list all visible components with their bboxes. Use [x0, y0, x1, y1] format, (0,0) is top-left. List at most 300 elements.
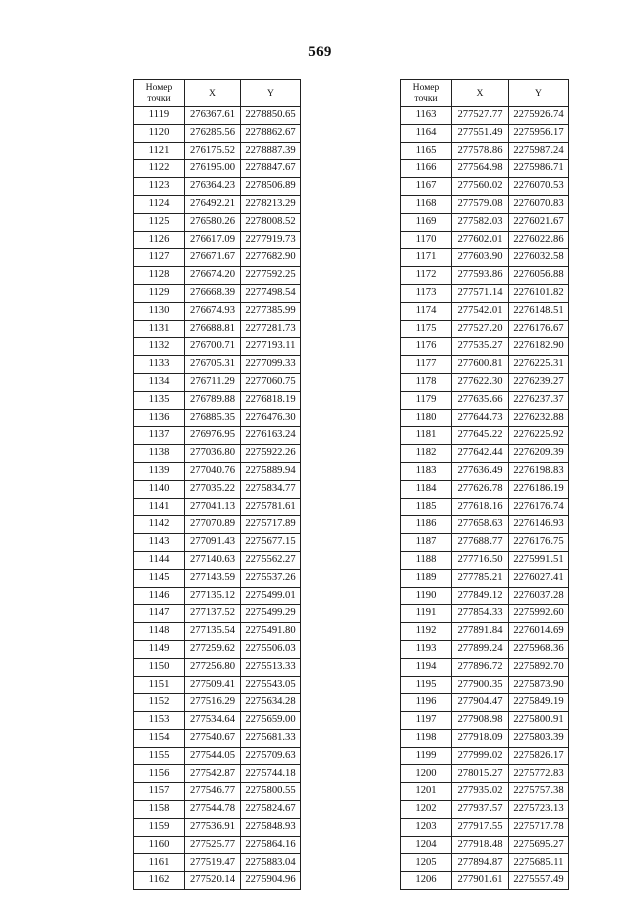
table-row — [401, 178, 569, 196]
table-row — [401, 302, 569, 320]
cell-x: 276688.81 — [185, 320, 241, 338]
cell-y: 2278887.39 — [241, 142, 301, 160]
cell-y: 2278847.67 — [241, 160, 301, 178]
table-row — [401, 747, 569, 765]
table-row — [134, 765, 301, 783]
cell-y: 2276176.67 — [509, 320, 569, 338]
cell-x: 277070.89 — [185, 516, 241, 534]
cell-point-number: 1201 — [401, 783, 452, 801]
cell-x: 277899.24 — [452, 640, 509, 658]
cell-x: 276885.35 — [185, 409, 241, 427]
cell-point-number: 1122 — [134, 160, 185, 178]
cell-x: 277918.09 — [452, 729, 509, 747]
cell-y: 2276176.74 — [509, 498, 569, 516]
cell-point-number: 1180 — [401, 409, 452, 427]
cell-point-number: 1136 — [134, 409, 185, 427]
cell-x: 277896.72 — [452, 658, 509, 676]
cell-point-number: 1173 — [401, 284, 452, 302]
cell-y: 2276070.53 — [509, 178, 569, 196]
cell-x: 277525.77 — [185, 836, 241, 854]
cell-point-number: 1149 — [134, 640, 185, 658]
cell-x: 277935.02 — [452, 783, 509, 801]
table-row — [134, 783, 301, 801]
cell-x: 276195.00 — [185, 160, 241, 178]
table-row — [134, 356, 301, 374]
table-row — [401, 783, 569, 801]
cell-point-number: 1128 — [134, 267, 185, 285]
cell-point-number: 1185 — [401, 498, 452, 516]
cell-x: 277891.84 — [452, 623, 509, 641]
cell-y: 2275685.11 — [509, 854, 569, 872]
cell-x: 276175.52 — [185, 142, 241, 160]
cell-point-number: 1190 — [401, 587, 452, 605]
cell-x: 277918.48 — [452, 836, 509, 854]
cell-x: 277036.80 — [185, 445, 241, 463]
table-row — [134, 747, 301, 765]
cell-point-number: 1151 — [134, 676, 185, 694]
cell-y: 2278213.29 — [241, 195, 301, 213]
cell-x: 276711.29 — [185, 373, 241, 391]
cell-point-number: 1187 — [401, 534, 452, 552]
cell-x: 277040.76 — [185, 462, 241, 480]
table-row — [401, 480, 569, 498]
cell-y: 2275562.27 — [241, 551, 301, 569]
cell-y: 2275537.26 — [241, 569, 301, 587]
cell-x: 277041.13 — [185, 498, 241, 516]
cell-y: 2278008.52 — [241, 213, 301, 231]
cell-point-number: 1162 — [134, 872, 185, 890]
cell-point-number: 1191 — [401, 605, 452, 623]
table-row — [134, 107, 301, 125]
cell-point-number: 1131 — [134, 320, 185, 338]
cell-x: 277602.01 — [452, 231, 509, 249]
cell-y: 2275513.33 — [241, 658, 301, 676]
cell-point-number: 1197 — [401, 712, 452, 730]
table-row — [401, 320, 569, 338]
cell-y: 2275987.24 — [509, 142, 569, 160]
cell-point-number: 1200 — [401, 765, 452, 783]
table-row — [134, 160, 301, 178]
cell-point-number: 1155 — [134, 747, 185, 765]
cell-point-number: 1157 — [134, 783, 185, 801]
table-row — [134, 373, 301, 391]
cell-x: 277546.77 — [185, 783, 241, 801]
cell-point-number: 1150 — [134, 658, 185, 676]
table-row — [401, 640, 569, 658]
table-row — [401, 551, 569, 569]
cell-y: 2277498.54 — [241, 284, 301, 302]
table-row — [134, 676, 301, 694]
cell-point-number: 1140 — [134, 480, 185, 498]
cell-x: 277035.22 — [185, 480, 241, 498]
table-row — [134, 195, 301, 213]
cell-x: 277999.02 — [452, 747, 509, 765]
table-row — [401, 872, 569, 890]
cell-point-number: 1184 — [401, 480, 452, 498]
cell-point-number: 1132 — [134, 338, 185, 356]
cell-x: 277551.49 — [452, 124, 509, 142]
cell-point-number: 1177 — [401, 356, 452, 374]
cell-y: 2275634.28 — [241, 694, 301, 712]
cell-x: 277582.03 — [452, 213, 509, 231]
cell-y: 2276146.93 — [509, 516, 569, 534]
cell-point-number: 1195 — [401, 676, 452, 694]
cell-y: 2275543.05 — [241, 676, 301, 694]
cell-x: 277544.05 — [185, 747, 241, 765]
table-row — [401, 124, 569, 142]
table-row — [134, 142, 301, 160]
cell-x: 276700.71 — [185, 338, 241, 356]
table-row — [401, 213, 569, 231]
cell-x: 277140.63 — [185, 551, 241, 569]
cell-point-number: 1174 — [401, 302, 452, 320]
cell-y: 2276186.19 — [509, 480, 569, 498]
table-row — [134, 498, 301, 516]
cell-point-number: 1147 — [134, 605, 185, 623]
cell-point-number: 1124 — [134, 195, 185, 213]
cell-x: 277644.73 — [452, 409, 509, 427]
table-row — [134, 320, 301, 338]
cell-point-number: 1141 — [134, 498, 185, 516]
cell-x: 276671.67 — [185, 249, 241, 267]
cell-point-number: 1165 — [401, 142, 452, 160]
cell-point-number: 1142 — [134, 516, 185, 534]
cell-y: 2276014.69 — [509, 623, 569, 641]
cell-point-number: 1138 — [134, 445, 185, 463]
cell-x: 277626.78 — [452, 480, 509, 498]
table-row — [401, 818, 569, 836]
cell-x: 277542.01 — [452, 302, 509, 320]
cell-y: 2275723.13 — [509, 801, 569, 819]
cell-y: 2275986.71 — [509, 160, 569, 178]
table-row — [134, 658, 301, 676]
cell-x: 277560.02 — [452, 178, 509, 196]
cell-y: 2275889.94 — [241, 462, 301, 480]
cell-point-number: 1171 — [401, 249, 452, 267]
table-row — [134, 249, 301, 267]
cell-point-number: 1186 — [401, 516, 452, 534]
cell-x: 276364.23 — [185, 178, 241, 196]
table-row — [134, 409, 301, 427]
table-row — [134, 445, 301, 463]
cell-y: 2276182.90 — [509, 338, 569, 356]
cell-point-number: 1192 — [401, 623, 452, 641]
table-row — [134, 801, 301, 819]
cell-y: 2275557.49 — [509, 872, 569, 890]
cell-x: 277143.59 — [185, 569, 241, 587]
header-point-number — [401, 80, 452, 107]
cell-y: 2276037.28 — [509, 587, 569, 605]
table-row — [134, 213, 301, 231]
cell-y: 2276027.41 — [509, 569, 569, 587]
cell-x: 277642.44 — [452, 445, 509, 463]
cell-point-number: 1143 — [134, 534, 185, 552]
cell-y: 2277060.75 — [241, 373, 301, 391]
cell-point-number: 1133 — [134, 356, 185, 374]
table-row — [134, 836, 301, 854]
cell-y: 2275892.70 — [509, 658, 569, 676]
cell-x: 276580.26 — [185, 213, 241, 231]
table-row — [401, 107, 569, 125]
cell-point-number: 1179 — [401, 391, 452, 409]
cell-point-number: 1182 — [401, 445, 452, 463]
cell-x: 277516.29 — [185, 694, 241, 712]
cell-point-number: 1203 — [401, 818, 452, 836]
cell-y: 2275681.33 — [241, 729, 301, 747]
cell-point-number: 1120 — [134, 124, 185, 142]
cell-point-number: 1193 — [401, 640, 452, 658]
table-row — [401, 854, 569, 872]
table-row — [401, 356, 569, 374]
table-row — [134, 623, 301, 641]
cell-point-number: 1119 — [134, 107, 185, 125]
table-row — [134, 712, 301, 730]
cell-x: 277658.63 — [452, 516, 509, 534]
cell-point-number: 1172 — [401, 267, 452, 285]
cell-y: 2276476.30 — [241, 409, 301, 427]
cell-point-number: 1123 — [134, 178, 185, 196]
cell-point-number: 1160 — [134, 836, 185, 854]
cell-point-number: 1153 — [134, 712, 185, 730]
table-row — [401, 284, 569, 302]
cell-point-number: 1125 — [134, 213, 185, 231]
cell-point-number: 1164 — [401, 124, 452, 142]
table-row — [134, 267, 301, 285]
table-row — [401, 534, 569, 552]
cell-x: 277135.12 — [185, 587, 241, 605]
table-row — [134, 516, 301, 534]
cell-y: 2275781.61 — [241, 498, 301, 516]
cell-x: 277259.62 — [185, 640, 241, 658]
header-point-number-line1: Номер — [412, 82, 440, 93]
cell-point-number: 1154 — [134, 729, 185, 747]
cell-y: 2275659.00 — [241, 712, 301, 730]
cell-x: 277636.49 — [452, 462, 509, 480]
cell-y: 2277592.25 — [241, 267, 301, 285]
cell-y: 2278506.89 — [241, 178, 301, 196]
cell-x: 277618.16 — [452, 498, 509, 516]
cell-point-number: 1159 — [134, 818, 185, 836]
table-row — [134, 231, 301, 249]
cell-y: 2275922.26 — [241, 445, 301, 463]
table-row — [134, 534, 301, 552]
cell-x: 277542.87 — [185, 765, 241, 783]
cell-y: 2275968.36 — [509, 640, 569, 658]
cell-y: 2275883.04 — [241, 854, 301, 872]
cell-x: 276668.39 — [185, 284, 241, 302]
cell-y: 2276148.51 — [509, 302, 569, 320]
cell-point-number: 1199 — [401, 747, 452, 765]
table-row — [134, 124, 301, 142]
table-row — [401, 516, 569, 534]
cell-y: 2276818.19 — [241, 391, 301, 409]
cell-y: 2276198.83 — [509, 462, 569, 480]
cell-point-number: 1189 — [401, 569, 452, 587]
cell-x: 277519.47 — [185, 854, 241, 872]
table-row — [401, 391, 569, 409]
table-row — [134, 569, 301, 587]
table-row — [401, 462, 569, 480]
table-row — [134, 338, 301, 356]
cell-y: 2275824.67 — [241, 801, 301, 819]
table-row — [401, 658, 569, 676]
table-row — [401, 605, 569, 623]
cell-x: 277904.47 — [452, 694, 509, 712]
cell-x: 277564.98 — [452, 160, 509, 178]
cell-y: 2275803.39 — [509, 729, 569, 747]
cell-x: 277635.66 — [452, 391, 509, 409]
cell-x: 277091.43 — [185, 534, 241, 552]
header-point-number — [134, 80, 185, 107]
cell-y: 2275991.51 — [509, 551, 569, 569]
header-x: X — [185, 80, 241, 107]
table-row — [401, 587, 569, 605]
cell-x: 277527.20 — [452, 320, 509, 338]
cell-y: 2276022.86 — [509, 231, 569, 249]
cell-y: 2275873.90 — [509, 676, 569, 694]
table-row — [401, 445, 569, 463]
cell-point-number: 1146 — [134, 587, 185, 605]
cell-point-number: 1176 — [401, 338, 452, 356]
cell-y: 2275772.83 — [509, 765, 569, 783]
cell-x: 276674.20 — [185, 267, 241, 285]
cell-y: 2276032.58 — [509, 249, 569, 267]
cell-x: 277688.77 — [452, 534, 509, 552]
cell-y: 2276070.83 — [509, 195, 569, 213]
cell-y: 2275849.19 — [509, 694, 569, 712]
cell-x: 277137.52 — [185, 605, 241, 623]
table-row — [401, 195, 569, 213]
cell-x: 276976.95 — [185, 427, 241, 445]
cell-y: 2276209.39 — [509, 445, 569, 463]
table-row — [401, 676, 569, 694]
header-y: Y — [509, 80, 569, 107]
cell-y: 2277385.99 — [241, 302, 301, 320]
header-y: Y — [241, 80, 301, 107]
cell-point-number: 1166 — [401, 160, 452, 178]
cell-y: 2277682.90 — [241, 249, 301, 267]
cell-point-number: 1158 — [134, 801, 185, 819]
cell-y: 2275800.91 — [509, 712, 569, 730]
cell-y: 2275757.38 — [509, 783, 569, 801]
cell-x: 277622.30 — [452, 373, 509, 391]
cell-x: 277716.50 — [452, 551, 509, 569]
table-row — [134, 178, 301, 196]
cell-y: 2275992.60 — [509, 605, 569, 623]
cell-point-number: 1161 — [134, 854, 185, 872]
cell-y: 2276237.37 — [509, 391, 569, 409]
table-row — [401, 373, 569, 391]
cell-y: 2277919.73 — [241, 231, 301, 249]
cell-point-number: 1152 — [134, 694, 185, 712]
cell-x: 278015.27 — [452, 765, 509, 783]
table-row — [401, 694, 569, 712]
cell-y: 2276101.82 — [509, 284, 569, 302]
cell-point-number: 1205 — [401, 854, 452, 872]
cell-y: 2275717.78 — [509, 818, 569, 836]
cell-x: 276617.09 — [185, 231, 241, 249]
cell-y: 2277099.33 — [241, 356, 301, 374]
cell-point-number: 1168 — [401, 195, 452, 213]
cell-x: 277520.14 — [185, 872, 241, 890]
cell-y: 2275800.55 — [241, 783, 301, 801]
cell-point-number: 1188 — [401, 551, 452, 569]
cell-point-number: 1148 — [134, 623, 185, 641]
cell-x: 277544.78 — [185, 801, 241, 819]
cell-y: 2275709.63 — [241, 747, 301, 765]
coordinates-table-right — [400, 79, 569, 890]
cell-point-number: 1126 — [134, 231, 185, 249]
cell-y: 2277193.11 — [241, 338, 301, 356]
table-row — [401, 409, 569, 427]
cell-y: 2275491.80 — [241, 623, 301, 641]
cell-y: 2276232.88 — [509, 409, 569, 427]
header-point-number-line2: точки — [414, 93, 438, 104]
cell-x: 277854.33 — [452, 605, 509, 623]
table-row — [134, 551, 301, 569]
cell-point-number: 1183 — [401, 462, 452, 480]
table-row — [134, 640, 301, 658]
cell-point-number: 1129 — [134, 284, 185, 302]
table-row — [134, 427, 301, 445]
cell-point-number: 1156 — [134, 765, 185, 783]
cell-y: 2275677.15 — [241, 534, 301, 552]
cell-point-number: 1206 — [401, 872, 452, 890]
cell-x: 277579.08 — [452, 195, 509, 213]
cell-y: 2277281.73 — [241, 320, 301, 338]
cell-x: 277593.86 — [452, 267, 509, 285]
cell-point-number: 1127 — [134, 249, 185, 267]
cell-y: 2276225.92 — [509, 427, 569, 445]
cell-y: 2276056.88 — [509, 267, 569, 285]
table-row — [134, 872, 301, 890]
cell-point-number: 1196 — [401, 694, 452, 712]
table-row — [134, 729, 301, 747]
cell-point-number: 1130 — [134, 302, 185, 320]
cell-x: 277536.91 — [185, 818, 241, 836]
cell-x: 277535.27 — [452, 338, 509, 356]
cell-point-number: 1121 — [134, 142, 185, 160]
table-row — [401, 765, 569, 783]
table-row — [401, 142, 569, 160]
cell-y: 2275904.96 — [241, 872, 301, 890]
table-row — [401, 569, 569, 587]
table-row — [134, 694, 301, 712]
header-x: X — [452, 80, 509, 107]
cell-x: 277509.41 — [185, 676, 241, 694]
table-row — [134, 284, 301, 302]
table-row — [401, 231, 569, 249]
cell-point-number: 1163 — [401, 107, 452, 125]
table-row — [134, 462, 301, 480]
cell-x: 277785.21 — [452, 569, 509, 587]
table-row — [134, 587, 301, 605]
cell-y: 2275499.29 — [241, 605, 301, 623]
cell-y: 2275834.77 — [241, 480, 301, 498]
cell-x: 277135.54 — [185, 623, 241, 641]
cell-point-number: 1170 — [401, 231, 452, 249]
table-row — [134, 391, 301, 409]
header-point-number-line2: точки — [147, 93, 171, 104]
cell-y: 2275956.17 — [509, 124, 569, 142]
cell-y: 2275695.27 — [509, 836, 569, 854]
cell-x: 277645.22 — [452, 427, 509, 445]
cell-x: 277894.87 — [452, 854, 509, 872]
cell-x: 276789.88 — [185, 391, 241, 409]
table-header-row — [134, 80, 301, 107]
cell-x: 276674.93 — [185, 302, 241, 320]
cell-y: 2278850.65 — [241, 107, 301, 125]
